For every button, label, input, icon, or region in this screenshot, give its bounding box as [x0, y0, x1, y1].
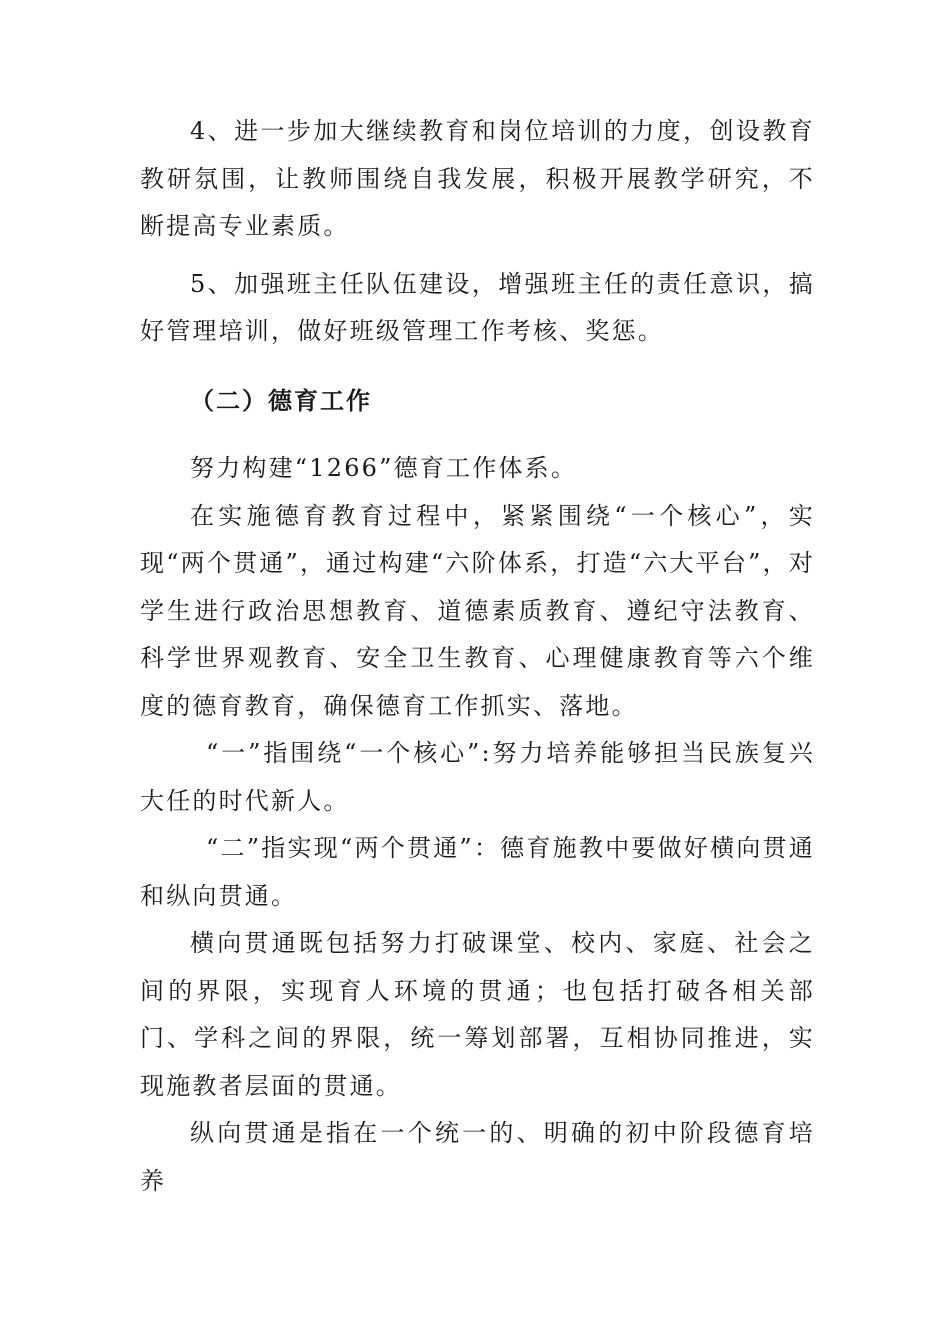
section-heading: （二）德育工作 — [190, 386, 372, 415]
paragraph-implementation: 在实施德育教育过程中，紧紧围绕“一个核心”，实现“两个贯通”，通过构建“六阶体系，打造“六大平台”，对学生进行政治思想教育、道德素质教育、遵纪守法教育、科学世界观教育、安全卫生教育、心理健康教育等六个维度的德育教育，确保德育工作抓实、落地。 — [140, 501, 815, 720]
paragraph-item-5: 5、加强班主任队伍建设，增强班主任的责任意识，搞好管理培训，做好班级管理工作考核、奖惩。 — [140, 269, 815, 345]
paragraph-two-links: “二”指实现“两个贯通”：德育施教中要做好横向贯通和纵向贯通。 — [140, 834, 815, 910]
paragraph-system-intro: 努力构建“1266”德育工作体系。 — [190, 454, 578, 482]
paragraph-vertical-link: 纵向贯通是指在一个统一的、明确的初中阶段德育培养 — [140, 1119, 815, 1195]
paragraph-horizontal-link: 横向贯通既包括努力打破课堂、校内、家庭、社会之间的界限，实现育人环境的贯通；也包括打破各相关部门、学科之间的界限，统一筹划部署，互相协同推进，实现施教者层面的贯通。 — [140, 929, 815, 1100]
paragraph-one-core: “一”指围绕“一个核心”:努力培养能够担当民族复兴大任的时代新人。 — [140, 739, 815, 815]
paragraph-item-4: 4、进一步加大继续教育和岗位培训的力度，创设教育教研氛围，让教师围绕自我发展，积极开展教学研究，不断提高专业素质。 — [140, 117, 815, 240]
document-body — [140, 108, 815, 1205]
